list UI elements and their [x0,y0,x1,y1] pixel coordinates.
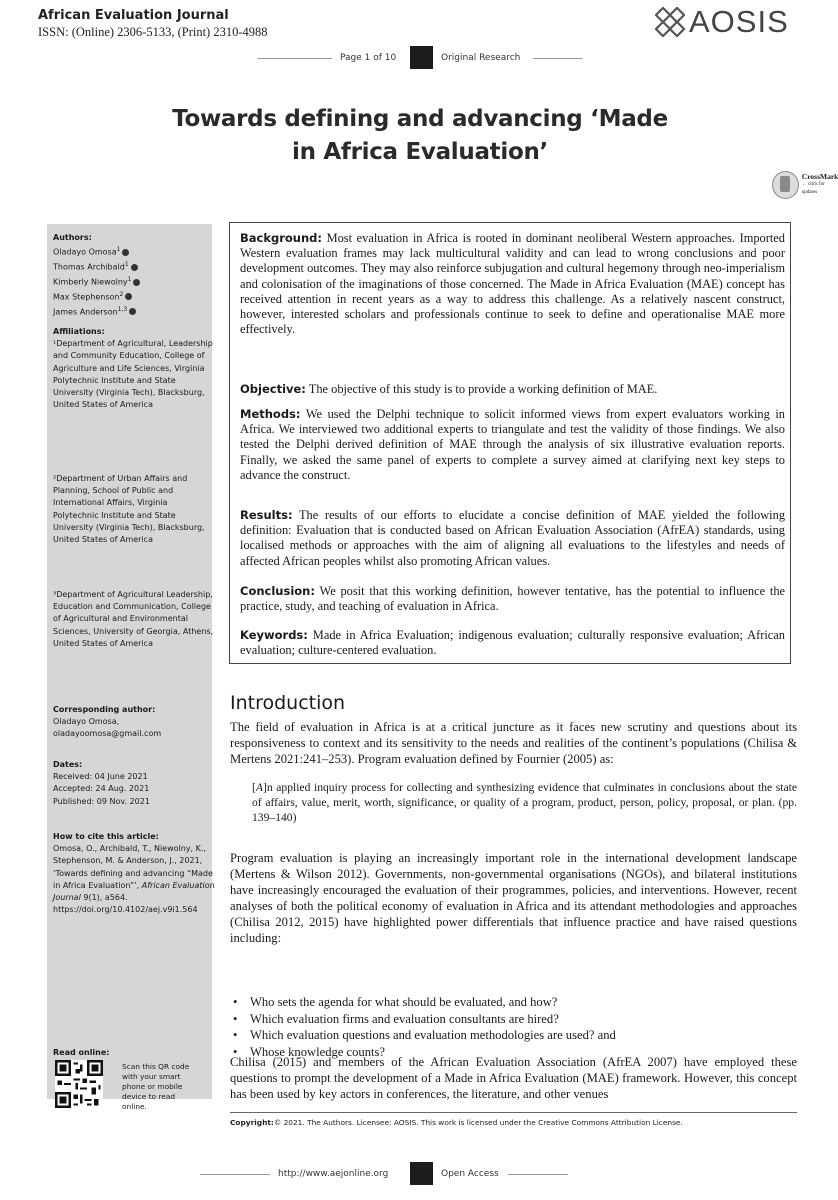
article-title [120,103,720,169]
author-item: Oladayo Omosa$^1$ [53,244,215,259]
orcid-icon[interactable] [129,308,136,315]
header-rule-right [533,58,583,59]
orcid-icon[interactable] [125,293,132,300]
crossmark-label: CrossMark [801,172,838,181]
dates-block [53,759,215,808]
list-item: • Who sets the agenda for what should be evaluated, and how? [230,994,790,1011]
abstract-results: Results: The results of our efforts to elucidate a concise definition of MAE yielded the following definition: Evaluation that is conducted based on African Evaluation Association (AfrEA) standards, using localised methods or approaches with the aim of aligning all evaluations to the lifestyles and needs of affected African peoples whilst also promoting African values. [240,508,786,568]
affiliation-3: ³Department of Agricultural Leadership, Education and Communication, College of Agricultural and Environmental Sciences, University of Georgia, Athens, United States of America [53,590,214,648]
footer-open-access: Open Access [441,1169,499,1179]
cite-block [53,831,215,916]
footer-rule [200,1174,270,1175]
title-line-2: in Africa Evaluation’ [292,139,548,165]
affiliation-1: ¹Department of Agricultural, Leadership and Community Education, College of Agriculture and Life Sciences, Virginia Polytechnic Institute and State University (Virginia Tech), Blacksburg, United States of America [53,339,213,410]
affiliations-heading: Affiliations: [53,327,105,336]
author-item: Thomas Archibald$^1$ [53,259,215,274]
affiliation-2: ²Department of Urban Affairs and Planning, School of Public and International Affairs, Virginia Polytechnic Institute and State University (Virginia Tech), Blacksburg, United States of America [53,474,205,545]
author-item: James Anderson$^{1,3}$ [53,304,215,319]
crossmark-icon [772,171,799,199]
crossmark-badge[interactable] [772,171,838,199]
header-rule [257,58,332,59]
corresponding-heading: Corresponding author: [53,705,156,714]
author-item: Max Stephenson$^2$ [53,289,215,304]
abstract-background: Background: Most evaluation in Africa is rooted in dominant neoliberal Western approaches. Imported Western evaluation frames may lack multicultural validity and can lead to wrong conclusions and poor development outcomes. They may also reinforce subjugation and cultural hegemony through neo-imperialism and colonisation of the imaginations of those concerned. The Made in Africa Evaluation (MAE) concept has received attention in recent years as a way to address this challenge. As a relatively nascent construct, however, interested scholars and professionals continue to seek to define and operationalise MAE more effectively. [240,231,785,337]
list-item: • Which evaluation questions and evaluation methodologies are used? and [230,1027,790,1044]
orcid-icon[interactable] [131,264,138,271]
list-item: • Which evaluation firms and evaluation consultants are hired? [230,1011,790,1028]
section-heading: Introduction [230,692,346,714]
crossmark-sub: ← click for updates [801,182,825,195]
intro-blockquote: [A]n applied inquiry process for collecting and synthesizing evidence that culminates in conclusions about the state of affairs, value, merit, worth, significance, or quality of a program, product, person, policy, proposal, or plan. (pp. 139–140) [252,781,797,824]
orcid-icon[interactable] [133,279,140,286]
qr-instructions: Scan this QR code with your smart phone or mobile device to read online. [122,1062,190,1111]
citation-journal: African Evaluation Journal [53,880,215,903]
footer-square [410,1162,433,1185]
orcid-icon[interactable] [122,249,129,256]
list-item: • Whose knowledge counts? [230,1044,790,1061]
dates-heading: Dates: [53,760,83,769]
questions-list [230,994,790,1060]
abstract-methods: Methods: We used the Delphi technique to solicit informed views from expert evaluators working in Africa. We interviewed two additional experts to triangulate and test the validity of those findings. We also tested the Delphi derived definition of MAE through the analysis of six illustrative evaluation reports. Finally, we asked the same panel of experts to complete a survey aimed at clarifying next key steps to advance the construct. [240,407,786,482]
authors-block [53,232,215,319]
author-item: Kimberly Niewolny$^1$ [53,274,215,289]
cite-heading: How to cite this article: [53,832,159,841]
article-type: Original Research [441,53,521,63]
intro-paragraph-2: Program evaluation is playing an increasingly important role in the international development landscape (Mertens & Wilson 2012). Governments, non-governmental organisations (NGOs), and bilateral institutions have increasingly encouraged the evaluation of their programmes, policies, and interventions. However, recent analyses of both the political economy of evaluation in Africa and its attendant methodologies and approaches (Chilisa 2012, 2015) have highlighted power differentials that influence practice and have raised questions including: [230,851,797,945]
aosis-knot-icon [655,7,685,37]
affiliations-block [53,326,215,411]
title-line-1: Towards defining and advancing ‘Made [172,106,668,132]
header-square [410,46,433,69]
footer-url[interactable]: http://www.aejonline.org [278,1169,389,1179]
copyright-rule [230,1112,797,1113]
publisher-logo [655,6,789,38]
abstract-conclusion: Conclusion: We posit that this working definition, however tentative, has the potential to influence the practice, study, and teaching of evaluation in Africa. [240,584,786,614]
date-received: Received: 04 June 2021 [53,772,148,782]
intro-paragraph-3: Chilisa (2015) and members of the African Evaluation Association (AfrEA 2007) have employed these questions to prompt the development of a Made in Africa Evaluation (MAE) framework. However, this concept has been used by key actors in conferences, the literature, and other venues [230,1055,797,1101]
citation-text: Omosa, O., Archibald, T., Niewolny, K., Stephenson, M. & Anderson, J., 2021, ‘Towards defining and advancing “Made in Africa Evaluation”’, African Evaluation Journal 9(1), a564. https://doi.org/10.4102/aej.v9i1.564 [53,844,215,915]
date-published: Published: 09 Nov. 2021 [53,796,150,806]
corresponding-name: Oladayo Omosa, [53,717,120,727]
authors-heading: Authors: [53,233,92,242]
abstract-objective: Objective: The objective of this study is to provide a working definition of MAE. [240,382,658,396]
publisher-name: AOSIS [689,4,789,39]
copyright-line: Copyright:© 2021. The Authors. Licensee: AOSIS. This work is licensed under the Creative Commons Attribution License. [230,1118,683,1127]
journal-issn: ISSN: (Online) 2306-5133, (Print) 2310-4988 [38,25,268,39]
abstract-keywords: Keywords: Made in Africa Evaluation; indigenous evaluation; culturally responsive evaluation; African evaluation; culture-centered evaluation. [240,628,785,658]
footer-rule-right [508,1174,568,1175]
corresponding-block [53,704,215,741]
journal-name: African Evaluation Journal [38,8,229,23]
qr-code[interactable] [55,1060,103,1108]
page-number: Page 1 of 10 [340,53,397,63]
intro-paragraph-1: The field of evaluation in Africa is at a critical juncture as it faces new scrutiny and questions about its responsiveness to context and its sensitivity to the needs and realities of the continent’s populations (Chilisa & Mertens 2021:241–253). Program evaluation defined by Fournier (2005) as: [230,720,797,766]
date-accepted: Accepted: 24 Aug. 2021 [53,784,150,794]
read-online-heading: Read online: [53,1048,110,1057]
corresponding-email[interactable]: oladayoomosa@gmail.com [53,729,162,739]
